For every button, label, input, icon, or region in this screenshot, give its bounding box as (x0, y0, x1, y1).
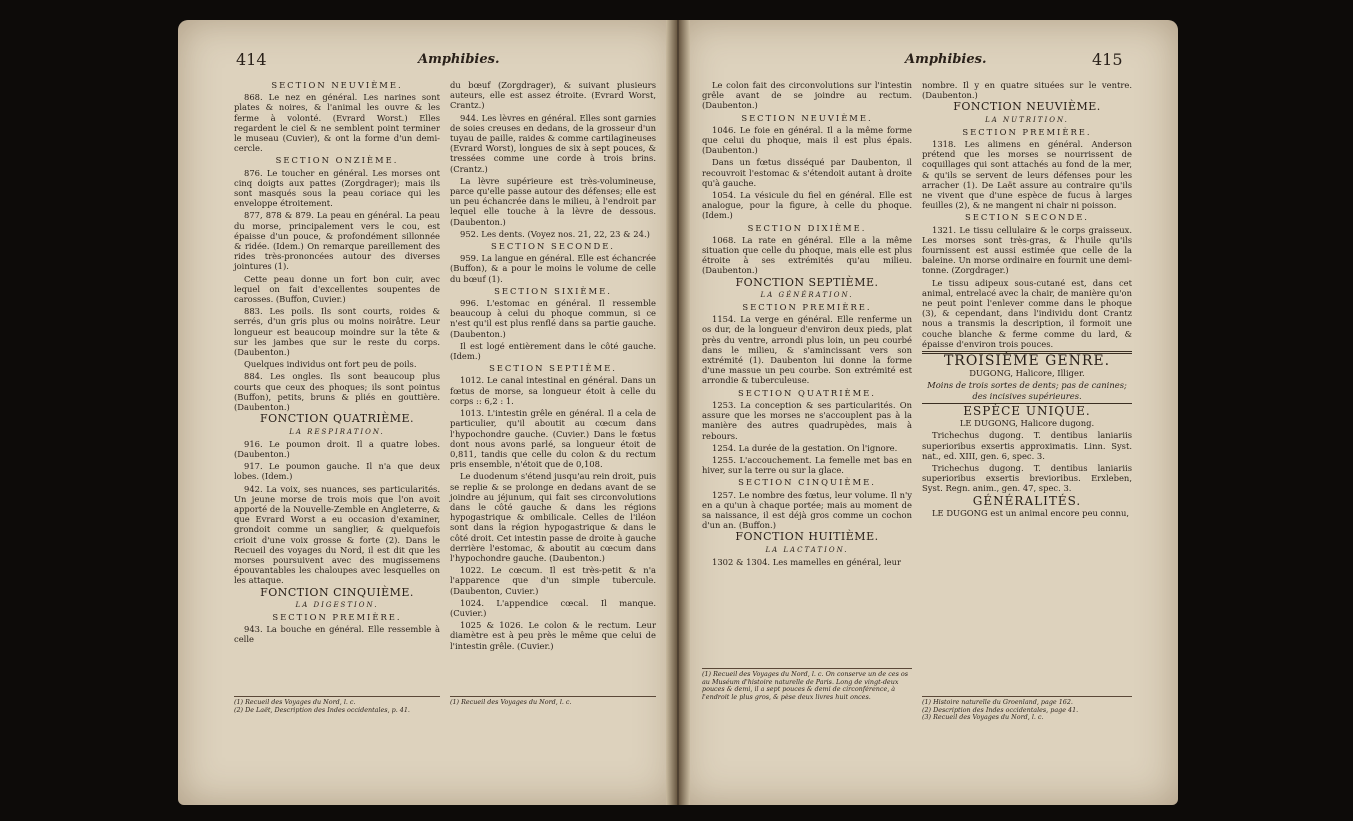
section-heading: SECTION ONZIÈME. (275, 155, 399, 166)
section-heading: SECTION SECONDE. (965, 212, 1089, 223)
paragraph: 944. Les lèvres en général. Elles sont garnies de soies creuses en dedans, de la grosseur d'un tuyau de paille, raides & comme cartilagineuses (Evrard Worst), longues de six à sept pouces, & tressées comme une corde à trois brins. (Crantz.) (450, 112, 656, 174)
paragraph: 1254. La durée de la gestation. On l'ignore. (712, 442, 898, 453)
paragraph: 959. La langue en général. Elle est échancrée (Buffon), & a pour le moins le volume de celle du bœuf (1). (450, 253, 656, 284)
paragraph: 1257. Le nombre des fœtus, leur volume. Il n'y en a qu'un à chaque portée; mais au moment de sa naissance, il est déjà gros comme un cochon d'un an. (Buffon.) (702, 489, 912, 531)
genre-heading: TROISIÈME GENRE. (943, 353, 1111, 370)
footnote: (2) Description des Indes occidentales, page 41. (922, 705, 1079, 714)
footnote: (1) Recueil des Voyages du Nord, l. c. (234, 698, 356, 706)
paragraph: Trichechus dugong. T. dentibus laniariis superioribus exsertis brevioribus. Erxleben, Syst. Regn. anim., gen. 47, spec. 3. (922, 462, 1132, 494)
paragraph: Le colon fait des circonvolutions sur l'intestin grêle avant de se joindre au rectum. (Daubenton.) (702, 80, 912, 111)
right-page (680, 20, 1178, 805)
footnote: (1) Recueil des Voyages du Nord, l. c. On conserve un de ces os au Muséum d'histoire naturelle de Paris. Long de vingt-deux pouces & demi, il a sept pouces & demi de circonférence, à l'endroit le plus gros, & pèse deux livres huit onces. (702, 670, 909, 701)
paragraph: 1022. Le cœcum. Il est très-petit & n'a l'apparence que d'un simple tubercule. (Daubenton, Cuvier.) (450, 565, 656, 596)
fonction-heading: FONCTION NEUVIÈME. (953, 100, 1101, 114)
subheading: LA NUTRITION. (985, 115, 1069, 124)
fonction-heading: FONCTION HUITIÈME. (735, 530, 879, 544)
paragraph: LE DUGONG est un animal encore peu connu, (932, 507, 1130, 518)
paragraph: Cette peau donne un fort bon cuir, avec lequel on fait d'excellentes soupentes de carosses. (Buffon, Cuvier.) (234, 273, 440, 305)
right-column-2 (922, 80, 1132, 520)
section-heading: SECTION PREMIÈRE. (272, 611, 402, 622)
paragraph: 952. Les dents. (Voyez nos. 21, 22, 23 & 24.) (460, 228, 650, 239)
paragraph: 1013. L'intestin grêle en général. Il a cela de particulier, qu'il aboutit au cœcum dans l'hypochondre gauche. (Cuvier.) Dans le fœtus dont nous avons parlé, sa longueur étoit de 0,811, tandis que celle du colon & du rectum pris ensemble, n'étoit que de 0,108. (450, 408, 656, 470)
subheading: LA LACTATION. (765, 545, 849, 554)
footnote: (3) Recueil des Voyages du Nord, l. c. (922, 713, 1044, 722)
section-heading: SECTION QUATRIÈME. (738, 387, 876, 398)
footnote: (1) Histoire naturelle du Groenland, page 162. (922, 698, 1073, 706)
book-gutter (666, 20, 690, 805)
section-heading: SECTION CINQUIÈME. (738, 477, 876, 488)
section-heading: SECTION NEUVIÈME. (741, 112, 873, 123)
paragraph: Le duodenum s'étend jusqu'au rein droit, puis se replie & se prolonge en dedans avant de se joindre au jéjunum, qui fait ses circonvolutions dans le côté gauche & dans les régions hypogastrique & ombilicale. Celles de l'iléon sont dans la région hypogastrique & dans le côté droit. Cet intestin passe de droite à gauche derrière l'estomac, & aboutit au cœcum dans l'hypochondre gauche. (Daubenton.) (450, 471, 656, 563)
paragraph: 876. Le toucher en général. Les morses ont cinq doigts aux pattes (Zorgdrager); mais ils sont masqués sous la peau coriace qui les enveloppe étroitement. (234, 167, 440, 209)
paragraph: 884. Les ongles. Ils sont beaucoup plus courts que ceux des phoques; ils sont pointus (Buffon), petits, bruns & pliés en gouttière. (Daubenton.) (234, 371, 440, 413)
paragraph: 1024. L'appendice cœcal. Il manque. (Cuvier.) (450, 597, 656, 618)
paragraph: La lèvre supérieure est très-volumineuse, parce qu'elle passe autour des défenses; elle est un peu échancrée dans le milieu, à l'endroit par lequel elle touche à la lèvre de dessous. (Daubenton.) (450, 175, 656, 227)
left-column-2 (450, 80, 656, 653)
paragraph: 1154. La verge en général. Elle renferme un os dur, de la longueur d'environ deux pieds, plat près du ventre, arrondi plus loin, un peu courbé dans le milieu, & s'amincissant vers son extrémité (1). Daubenton lui donne la forme d'une massue un peu courbe. Son extrémité est arrondie & tuberculeuse. (702, 314, 912, 386)
paragraph: Dans un fœtus disséqué par Daubenton, il recouvroit l'estomac & s'étendoit autant à droite qu'à gauche. (702, 157, 912, 188)
section-heading: SECTION DIXIÈME. (747, 222, 867, 233)
paragraph: 996. L'estomac en général. Il ressemble beaucoup à celui du phoque commun, si ce n'est qu'il est plus renflé dans sa partie gauche. (Daubenton.) (450, 298, 656, 339)
right-column-2-footnotes (922, 696, 1132, 722)
footnote: (1) Recueil des Voyages du Nord, l. c. (450, 698, 572, 706)
paragraph: 1302 & 1304. Les mamelles en général, leur (712, 556, 902, 567)
paragraph: 1255. L'accouchement. La femelle met bas en hiver, sur la terre ou sur la glace. (702, 454, 912, 476)
paragraph: Le tissu adipeux sous-cutané est, dans cet animal, entrelacé avec la chair, de manière qu'on ne peut point l'enlever comme dans le phoque (3), & cependant, dans l'individu dont Crantz nous a transmis la description, il formoit une couche blanche & ferme comme du lard, & épaisse d'environ trois pouces. (922, 277, 1132, 349)
centered-line: Moins de trois sortes de dents; pas de canines; des incisives supérieures. (927, 380, 1127, 401)
fonction-heading: FONCTION QUATRIÈME. (259, 412, 415, 426)
section-heading: SECTION PREMIÈRE. (742, 302, 872, 313)
paragraph: 877, 878 & 879. La peau en général. La peau du morse, principalement vers le cou, est épaisse d'un pouce, & profondément sillonnée & ridée. (Idem.) On remarque pareillement des rides très-prononcées autour des diverses jointures (1). (234, 210, 440, 272)
section-heading: SECTION PREMIÈRE. (962, 126, 1092, 137)
left-column-1 (234, 80, 440, 647)
paragraph: 942. La voix, ses nuances, ses particularités. Un jeune morse de trois mois que l'on avoit apporté de la Nouvelle-Zemble en Angleterre, & que Evrard Worst a eu occasion d'examiner, grondoit comme un sanglier, & quelquefois crioit d'une voix grosse & forte (2). Dans le Recueil des voyages du Nord, il est dit que les morses poursuivent avec des mugissemens épouvantables les chaloupes avec lesquelles on les attaque. (234, 483, 440, 586)
paragraph: 916. Le poumon droit. Il a quatre lobes. (Daubenton.) (234, 438, 440, 459)
centered-line: DUGONG, Halicore, Illiger. (969, 368, 1085, 379)
book-spread (178, 20, 1178, 810)
paragraph: du bœuf (Zorgdrager), & suivant plusieurs auteurs, elle est assez étroite. (Evrard Worst, Crantz.) (450, 80, 656, 111)
centered-line: LE DUGONG, Halicore dugong. (959, 418, 1095, 429)
paragraph: 917. Le poumon gauche. Il n'a que deux lobes. (Idem.) (234, 461, 440, 482)
paragraph: Quelques individus ont fort peu de poils. (244, 359, 417, 370)
section-heading: SECTION SEPTIÈME. (489, 363, 617, 374)
subheading: LA DIGESTION. (295, 600, 379, 609)
paragraph: 868. Le nez en général. Les narines sont plates & noires, & l'animal les ouvre & les ferme à volonté. (Evrard Worst.) Elles regardent le ciel & ne semblent point terminer le museau (Cuvier), & ont la forme d'un demi-cercle. (234, 92, 440, 154)
paragraph: 943. La bouche en général. Elle ressemble à celle (234, 624, 440, 645)
paragraph: Il est logé entièrement dans le côté gauche. (Idem.) (450, 340, 656, 362)
paragraph: 1054. La vésicule du fiel en général. Elle est analogue, pour la figure, à celle du phoque. (Idem.) (702, 190, 912, 221)
paragraph: 1321. Le tissu cellulaire & le corps graisseux. Les morses sont très-gras, & l'huile qu'ils fournissent est aussi estimée que celle de la baleine. Un morse ordinaire en fournit une demi-tonne. (Zorgdrager.) (922, 224, 1132, 276)
paragraph: 1012. Le canal intestinal en général. Dans un fœtus de morse, sa longueur étoit à celle du corps :: 6,2 : 1. (450, 375, 656, 406)
subheading: LA GÉNÉRATION. (760, 290, 854, 299)
left-page (178, 20, 676, 805)
espece-heading: ESPÈCE UNIQUE. (963, 403, 1091, 418)
paragraph: Trichechus dugong. T. dentibus laniariis superioribus exsertis approximatis. Linn. Syst. nat., ed. XIII, gen. 6, spec. 3. (922, 430, 1132, 461)
left-column-1-footnotes (234, 696, 440, 714)
right-running-head: Amphibies. (905, 52, 987, 67)
subheading: LA RESPIRATION. (289, 427, 385, 436)
fonction-heading: FONCTION SEPTIÈME. (735, 275, 879, 289)
section-heading: SECTION SECONDE. (491, 241, 615, 252)
right-column-1-footnotes (702, 668, 912, 701)
paragraph: 1025 & 1026. Le colon & le rectum. Leur diamètre est à peu près le même que celui de l'intestin grêle. (Cuvier.) (450, 620, 656, 651)
right-column-1 (702, 80, 912, 569)
paragraph: nombre. Il y en quatre situées sur le ventre. (Daubenton.) (922, 80, 1132, 101)
paragraph: 1068. La rate en général. Elle a la même situation que celle du phoque, mais elle est plus étroite à ses extrémités qu'au milieu. (Daubenton.) (702, 234, 912, 276)
right-page-number: 415 (1092, 50, 1123, 69)
fonction-heading: FONCTION CINQUIÈME. (260, 585, 414, 599)
espece-heading: GÉNÉRALITÉS. (972, 493, 1082, 508)
paragraph: 1318. Les alimens en général. Anderson prétend que les morses se nourrissent de coquillages qui sont attachés au fond de la mer, & qu'ils se servent de leurs défenses pour les arracher (1). De Laët assure au contraire qu'ils ne vivent que d'une espèce de fucus à larges feuilles (2), & ne mangent ni chair ni poisson. (922, 139, 1132, 211)
paragraph: 1046. Le foie en général. Il a la même forme que celui du phoque, mais il est plus épais. (Daubenton.) (702, 124, 912, 156)
left-page-number: 414 (236, 50, 267, 69)
left-running-head: Amphibies. (418, 52, 500, 67)
paragraph: 883. Les poils. Ils sont courts, roides & serrés, d'un gris plus ou moins noirâtre. Leur longueur est beaucoup moindre sur la tête & sur les jambes que sur le reste du corps. (Daubenton.) (234, 306, 440, 358)
paragraph: 1253. La conception & ses particularités. On assure que les morses ne s'accouplent pas à la manière des autres quadrupèdes, mais à rebours. (702, 399, 912, 441)
section-heading: SECTION NEUVIÈME. (271, 80, 403, 90)
footnote: (2) De Laët, Description des Indes occidentales, p. 41. (234, 705, 410, 714)
section-heading: SECTION SIXIÈME. (494, 285, 612, 296)
left-column-2-footnotes (450, 696, 656, 707)
